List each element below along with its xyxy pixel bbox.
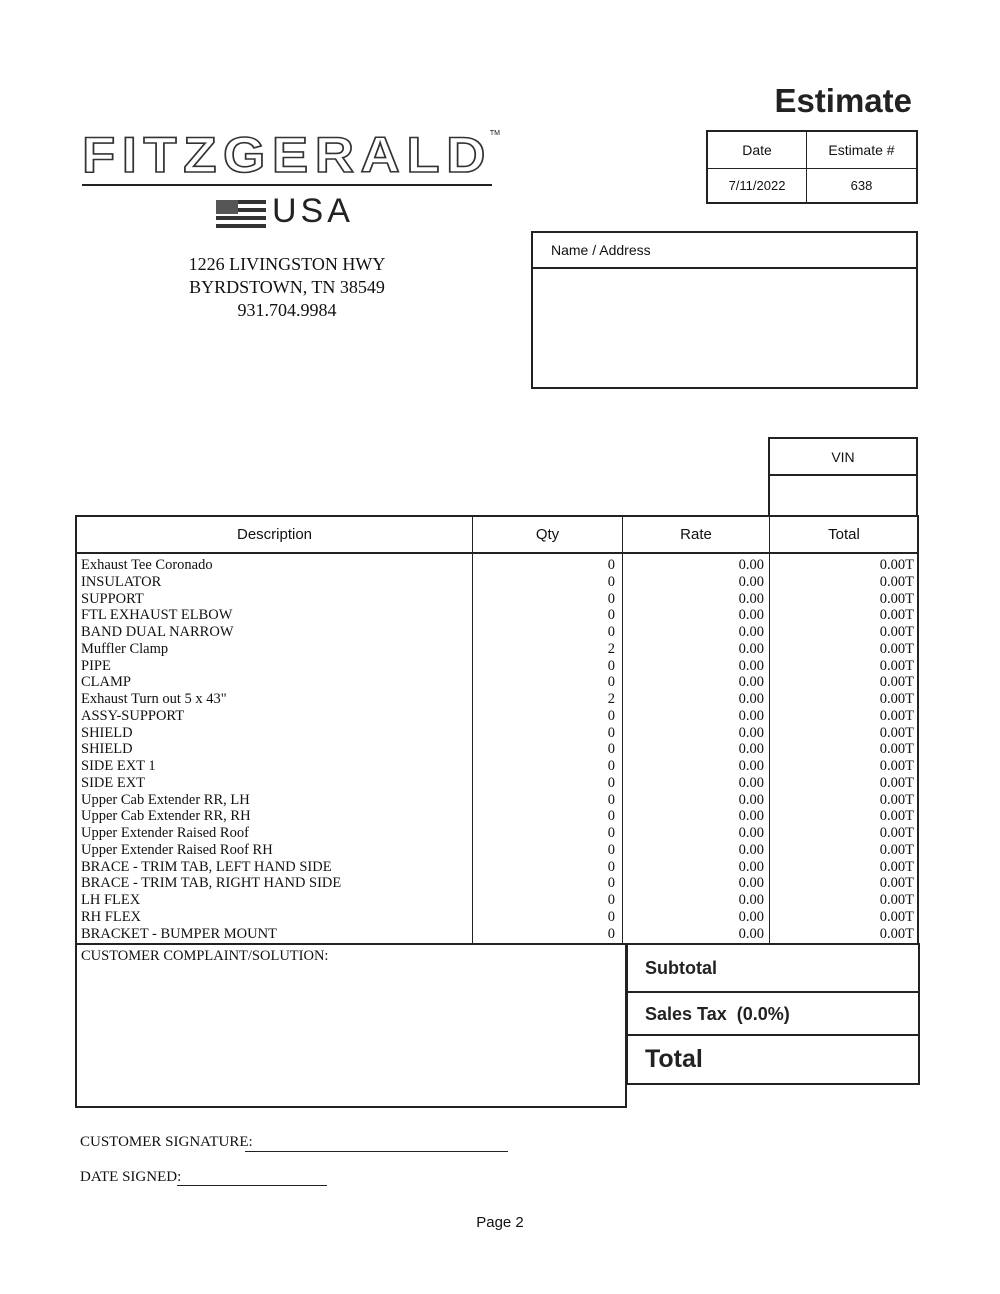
item-description: FTL EXHAUST ELBOW bbox=[81, 607, 233, 624]
item-rate: 0.00 bbox=[738, 791, 764, 808]
table-row bbox=[77, 792, 917, 809]
item-rate: 0.00 bbox=[738, 908, 764, 925]
item-description: Exhaust Turn out 5 x 43" bbox=[81, 691, 227, 707]
item-qty: 0 bbox=[607, 590, 615, 607]
item-description: SHIELD bbox=[81, 741, 133, 758]
item-qty: 0 bbox=[607, 724, 615, 741]
item-rate: 0.00 bbox=[738, 557, 764, 573]
svg-text:FITZGERALD: FITZGERALD bbox=[82, 130, 492, 178]
item-total: 0.00T bbox=[879, 908, 914, 925]
table-row bbox=[77, 607, 917, 624]
item-rate: 0.00 bbox=[738, 875, 764, 892]
table-row bbox=[77, 624, 917, 641]
item-total: 0.00T bbox=[879, 892, 914, 908]
item-total: 0.00T bbox=[879, 607, 914, 624]
item-total: 0.00T bbox=[879, 841, 914, 858]
date-signed-label: DATE SIGNED: bbox=[80, 1169, 182, 1185]
table-row bbox=[77, 741, 917, 758]
table-row bbox=[77, 725, 917, 742]
item-description: ASSY-SUPPORT bbox=[81, 707, 185, 724]
item-total: 0.00T bbox=[879, 674, 914, 691]
estimate-number-label: Estimate # bbox=[828, 142, 895, 158]
item-description: LH FLEX bbox=[81, 892, 141, 908]
item-description: RH FLEX bbox=[81, 908, 142, 925]
item-description: INSULATOR bbox=[81, 573, 162, 590]
item-total: 0.00T bbox=[879, 825, 914, 841]
item-description: BRACKET - BUMPER MOUNT bbox=[81, 925, 277, 942]
address-line-1: 1226 LIVINGSTON HWY bbox=[188, 254, 386, 274]
customer-signature-label: CUSTOMER SIGNATURE: bbox=[80, 1134, 253, 1150]
item-qty: 0 bbox=[607, 674, 615, 691]
item-qty: 0 bbox=[607, 707, 615, 724]
logo-rule bbox=[82, 184, 492, 186]
header-description: Description bbox=[236, 526, 313, 543]
company-address bbox=[150, 253, 424, 322]
logo-country: USA bbox=[272, 192, 354, 230]
customer-signature-line[interactable] bbox=[245, 1151, 508, 1152]
table-row bbox=[77, 825, 917, 842]
item-qty: 0 bbox=[607, 925, 615, 942]
item-description: BRACE - TRIM TAB, RIGHT HAND SIDE bbox=[81, 875, 342, 892]
item-description: SHIELD bbox=[81, 724, 133, 741]
item-description: Upper Cab Extender RR, RH bbox=[81, 808, 251, 825]
item-total: 0.00T bbox=[879, 624, 914, 640]
table-row bbox=[77, 574, 917, 591]
table-row bbox=[77, 557, 917, 574]
name-address-label: Name / Address bbox=[551, 242, 651, 258]
item-qty: 0 bbox=[607, 858, 615, 875]
page-number: Page 2 bbox=[476, 1214, 524, 1231]
table-row bbox=[77, 808, 917, 825]
estimate-number-value: 638 bbox=[850, 178, 873, 193]
item-rate: 0.00 bbox=[738, 573, 764, 590]
item-rate: 0.00 bbox=[738, 758, 764, 774]
item-rate: 0.00 bbox=[738, 624, 764, 640]
table-row bbox=[77, 775, 917, 792]
table-row bbox=[77, 875, 917, 892]
item-total: 0.00T bbox=[879, 758, 914, 774]
item-total: 0.00T bbox=[879, 724, 914, 741]
complaint-label: CUSTOMER COMPLAINT/SOLUTION: bbox=[81, 948, 329, 964]
item-qty: 0 bbox=[607, 875, 615, 892]
company-logo bbox=[82, 130, 500, 240]
item-qty: 2 bbox=[607, 691, 615, 707]
item-rate: 0.00 bbox=[738, 808, 764, 825]
item-qty: 0 bbox=[607, 892, 615, 908]
date-value: 7/11/2022 bbox=[728, 178, 786, 193]
table-body bbox=[77, 557, 917, 942]
us-flag-icon bbox=[216, 200, 266, 228]
item-description: Upper Extender Raised Roof RH bbox=[81, 841, 273, 858]
item-rate: 0.00 bbox=[738, 707, 764, 724]
item-qty: 0 bbox=[607, 791, 615, 808]
item-rate: 0.00 bbox=[738, 825, 764, 841]
item-qty: 0 bbox=[607, 607, 615, 624]
table-row bbox=[77, 641, 917, 658]
item-rate: 0.00 bbox=[738, 590, 764, 607]
item-total: 0.00T bbox=[879, 875, 914, 892]
item-qty: 0 bbox=[607, 908, 615, 925]
item-qty: 0 bbox=[607, 741, 615, 758]
item-description: SUPPORT bbox=[81, 590, 144, 607]
document-title: Estimate bbox=[774, 82, 912, 119]
item-description: Upper Extender Raised Roof bbox=[81, 825, 249, 841]
item-qty: 0 bbox=[607, 825, 615, 841]
line-items-table bbox=[75, 515, 919, 945]
address-line-2: BYRDSTOWN, TN 38549 bbox=[189, 277, 385, 297]
table-row bbox=[77, 842, 917, 859]
table-row bbox=[77, 591, 917, 608]
table-row bbox=[77, 859, 917, 876]
item-qty: 0 bbox=[607, 624, 615, 640]
item-description: SIDE EXT bbox=[81, 774, 146, 791]
item-description: Muffler Clamp bbox=[81, 640, 169, 657]
header-qty: Qty bbox=[535, 526, 560, 543]
item-description: Exhaust Tee Coronado bbox=[81, 557, 213, 573]
table-row bbox=[77, 909, 917, 926]
subtotal-label: Subtotal bbox=[645, 958, 717, 978]
item-qty: 0 bbox=[607, 808, 615, 825]
item-description: CLAMP bbox=[81, 674, 131, 691]
item-qty: 0 bbox=[607, 657, 615, 674]
item-rate: 0.00 bbox=[738, 741, 764, 758]
estimate-info-box bbox=[706, 130, 918, 204]
item-qty: 0 bbox=[607, 758, 615, 774]
item-total: 0.00T bbox=[879, 573, 914, 590]
table-row bbox=[77, 691, 917, 708]
item-description: SIDE EXT 1 bbox=[81, 758, 156, 774]
item-total: 0.00T bbox=[879, 707, 914, 724]
item-total: 0.00T bbox=[879, 640, 914, 657]
item-qty: 2 bbox=[607, 640, 615, 657]
item-rate: 0.00 bbox=[738, 640, 764, 657]
company-phone: 931.704.9984 bbox=[237, 300, 337, 320]
item-description: BAND DUAL NARROW bbox=[81, 624, 234, 640]
item-rate: 0.00 bbox=[738, 607, 764, 624]
table-row bbox=[77, 674, 917, 691]
sales-tax-label: Sales Tax (0.0%) bbox=[645, 1004, 790, 1024]
total-label: Total bbox=[645, 1045, 703, 1073]
item-total: 0.00T bbox=[879, 557, 914, 573]
item-description: BRACE - TRIM TAB, LEFT HAND SIDE bbox=[81, 858, 332, 875]
item-total: 0.00T bbox=[879, 925, 914, 942]
item-description: PIPE bbox=[81, 657, 111, 674]
table-row bbox=[77, 708, 917, 725]
complaint-box bbox=[75, 943, 627, 1108]
header-total: Total bbox=[828, 526, 860, 543]
item-total: 0.00T bbox=[879, 808, 914, 825]
header-rate: Rate bbox=[680, 526, 712, 543]
date-signed-line[interactable] bbox=[177, 1185, 327, 1186]
item-qty: 0 bbox=[607, 573, 615, 590]
item-rate: 0.00 bbox=[738, 691, 764, 707]
item-rate: 0.00 bbox=[738, 657, 764, 674]
table-row bbox=[77, 658, 917, 675]
item-rate: 0.00 bbox=[738, 841, 764, 858]
fitzgerald-wordmark bbox=[82, 130, 492, 178]
trademark-mark: TM bbox=[489, 130, 500, 137]
table-row bbox=[77, 892, 917, 909]
item-rate: 0.00 bbox=[738, 674, 764, 691]
item-total: 0.00T bbox=[879, 691, 914, 707]
date-label: Date bbox=[742, 142, 772, 158]
item-rate: 0.00 bbox=[738, 892, 764, 908]
table-row bbox=[77, 926, 917, 943]
item-description: Upper Cab Extender RR, LH bbox=[81, 791, 250, 808]
item-total: 0.00T bbox=[879, 858, 914, 875]
item-total: 0.00T bbox=[879, 657, 914, 674]
table-row bbox=[77, 758, 917, 775]
item-total: 0.00T bbox=[879, 741, 914, 758]
item-rate: 0.00 bbox=[738, 925, 764, 942]
item-qty: 0 bbox=[607, 774, 615, 791]
vin-box bbox=[768, 437, 918, 517]
item-total: 0.00T bbox=[879, 791, 914, 808]
item-rate: 0.00 bbox=[738, 724, 764, 741]
item-qty: 0 bbox=[607, 557, 615, 573]
item-total: 0.00T bbox=[879, 590, 914, 607]
item-total: 0.00T bbox=[879, 774, 914, 791]
totals-box bbox=[626, 943, 920, 1085]
item-qty: 0 bbox=[607, 841, 615, 858]
item-rate: 0.00 bbox=[738, 774, 764, 791]
item-rate: 0.00 bbox=[738, 858, 764, 875]
name-address-box bbox=[531, 231, 918, 389]
vin-label: VIN bbox=[831, 449, 855, 465]
